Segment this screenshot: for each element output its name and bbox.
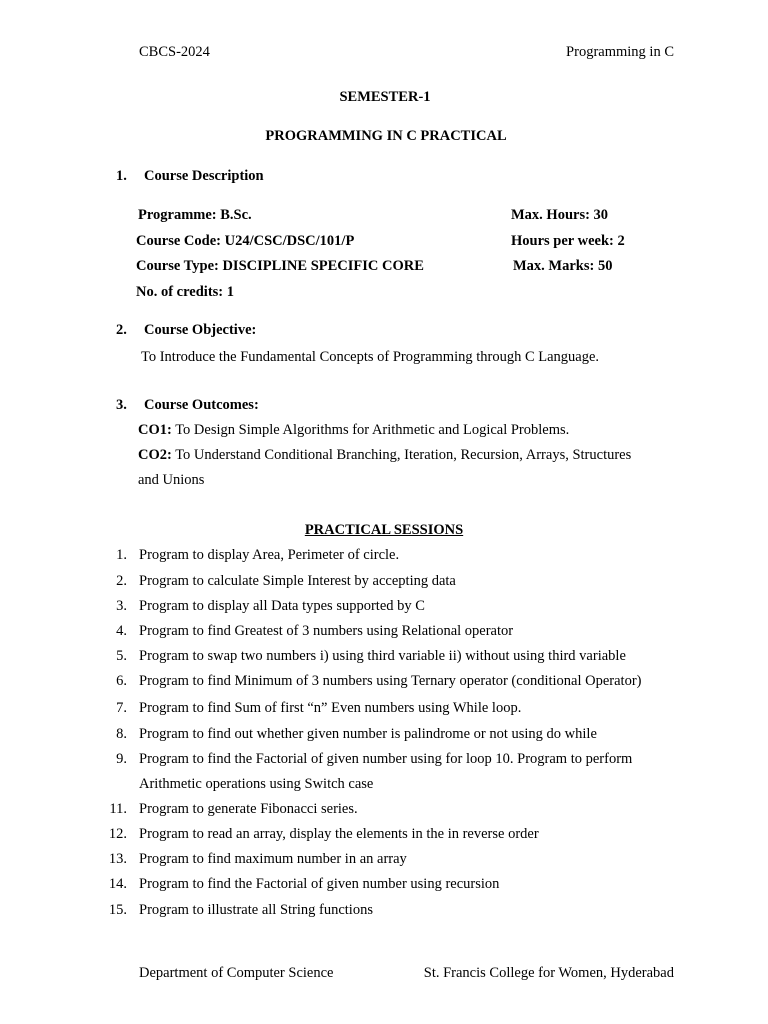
section3-heading: Course Outcomes: [144, 397, 259, 413]
section1-number: 1. [116, 168, 127, 184]
co2-text: To Understand Conditional Branching, Iteration, Recursion, Arrays, Structures [171, 447, 632, 463]
header-left: CBCS-2024 [139, 44, 210, 60]
co2-text-continued: and Unions [138, 472, 205, 488]
page-title: PROGRAMMING IN C PRACTICAL [265, 128, 507, 144]
co1-text: To Design Simple Algorithms for Arithmetic and Logical Problems. [171, 422, 570, 438]
programme-field: Programme: B.Sc. [138, 207, 252, 223]
section3-number: 3. [116, 397, 127, 413]
course-outcome-2 [138, 446, 631, 464]
section2-number: 2. [116, 322, 127, 338]
course-outcome-1 [138, 421, 569, 439]
max-marks-field: Max. Marks: 50 [513, 258, 613, 274]
section1-heading: Course Description [144, 168, 264, 184]
header-right: Programming in C [566, 44, 674, 60]
footer-right: St. Francis College for Women, Hyderabad [423, 965, 674, 981]
course-code-field: Course Code: U24/CSC/DSC/101/P [136, 233, 355, 249]
practical-heading: PRACTICAL SESSIONS [304, 522, 464, 538]
hours-per-week-field: Hours per week: 2 [511, 233, 625, 249]
max-hours-field: Max. Hours: 30 [511, 207, 609, 223]
objective-text: To Introduce the Fundamental Concepts of Programming through C Language. [141, 349, 600, 365]
co1-label: CO1: [138, 422, 172, 438]
co2-label: CO2: [138, 447, 172, 463]
footer-left: Department of Computer Science [139, 965, 334, 981]
course-type-field: Course Type: DISCIPLINE SPECIFIC CORE [136, 258, 424, 274]
semester-title: SEMESTER-1 [339, 89, 431, 105]
credits-field: No. of credits: 1 [136, 284, 234, 300]
section2-heading: Course Objective: [144, 322, 257, 338]
